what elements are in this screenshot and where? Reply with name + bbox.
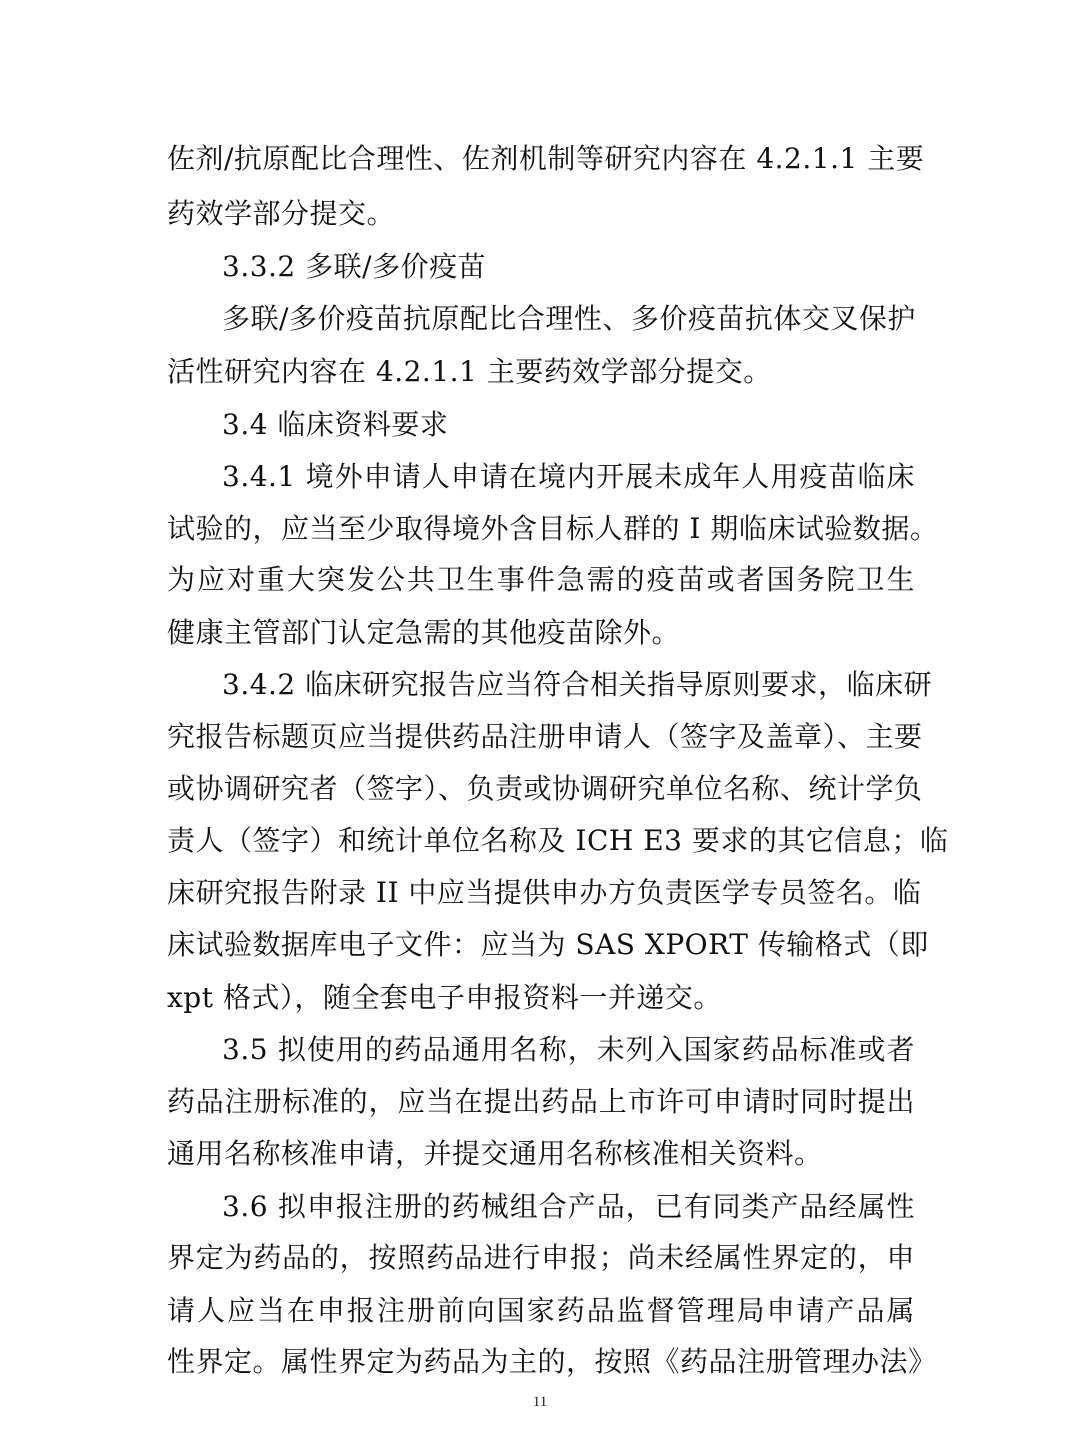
text-line: 床试验数据库电子文件：应当为 SAS XPORT 传输格式（即 — [167, 928, 929, 961]
text-line: 药品注册标准的，应当在提出药品上市许可申请时同时提出 — [167, 1085, 915, 1118]
text-line: xpt 格式），随全套电子申报资料一并递交。 — [167, 981, 722, 1014]
text-line: 请人应当在申报注册前向国家药品监督管理局申请产品属 — [167, 1294, 915, 1327]
section-heading: 3.3.2 多联/多价疫苗 — [222, 250, 487, 283]
text-line: 究报告标题页应当提供药品注册申请人（签字及盖章）、主要 — [167, 720, 923, 753]
text-line: 床研究报告附录 II 中应当提供申办方负责医学专员签名。临 — [167, 876, 922, 909]
text-line: 或协调研究者（签字）、负责或协调研究单位名称、统计学负 — [167, 772, 923, 805]
text-line: 药效学部分提交。 — [167, 197, 396, 230]
text-line: 试验的，应当至少取得境外含目标人群的 I 期临床试验数据。 — [167, 512, 939, 545]
page-number: 11 — [532, 1394, 548, 1410]
text-line: 3.4.1 境外申请人申请在境内开展未成年人用疫苗临床 — [222, 460, 915, 493]
text-line: 多联/多价疫苗抗原配比合理性、多价疫苗抗体交叉保护 — [222, 302, 916, 335]
text-line: 佐剂/抗原配比合理性、佐剂机制等研究内容在 4.2.1.1 主要 — [167, 142, 925, 175]
text-line: 3.4.2 临床研究报告应当符合相关指导原则要求，临床研 — [222, 668, 933, 701]
text-line: 性界定。属性界定为药品为主的，按照《药品注册管理办法》 — [167, 1345, 937, 1378]
text-line: 健康主管部门认定急需的其他疫苗除外。 — [167, 616, 681, 649]
text-line: 为应对重大突发公共卫生事件急需的疫苗或者国务院卫生 — [167, 563, 915, 596]
text-line: 界定为药品的，按照药品进行申报；尚未经属性界定的，申 — [167, 1241, 915, 1274]
text-line: 活性研究内容在 4.2.1.1 主要药效学部分提交。 — [167, 355, 772, 388]
text-line: 3.6 拟申报注册的药械组合产品，已有同类产品经属性 — [222, 1190, 915, 1223]
text-line: 3.5 拟使用的药品通用名称，未列入国家药品标准或者 — [222, 1033, 915, 1066]
section-heading: 3.4 临床资料要求 — [222, 408, 449, 441]
text-line: 通用名称核准申请，并提交通用名称核准相关资料。 — [167, 1137, 823, 1170]
text-line: 责人（签字）和统计单位名称及 ICH E3 要求的其它信息；临 — [167, 824, 949, 857]
